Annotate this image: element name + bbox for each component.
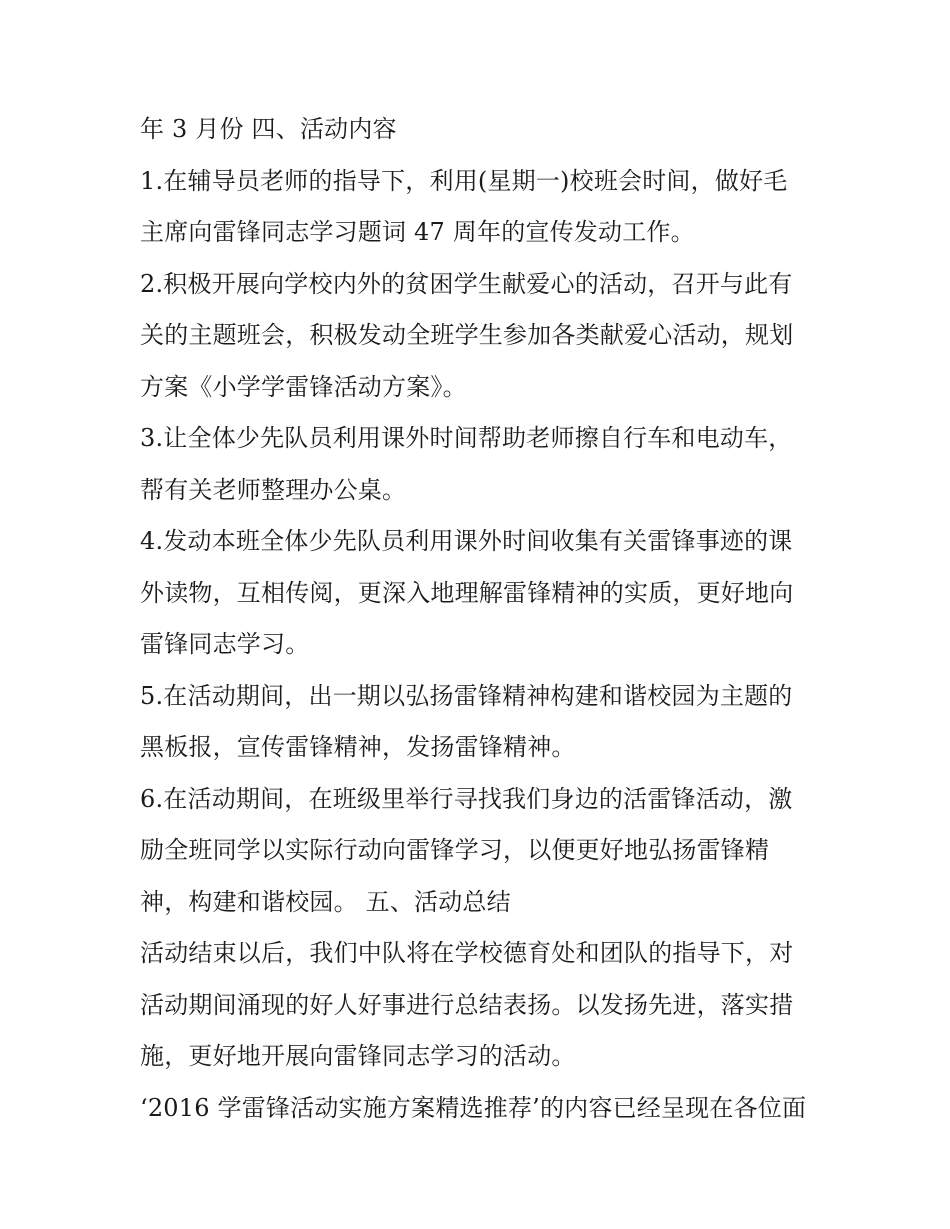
text-line: 4.发动本班全体少先队员利用课外时间收集有关雷锋事迹的课 — [140, 527, 793, 555]
text-line: ‘2016 学雷锋活动实施方案精选推荐’的内容已经呈现在各位面 — [140, 1093, 807, 1122]
text-line: 励全班同学以实际行动向雷锋学习，以便更好地弘扬雷锋精 — [140, 836, 770, 864]
text-line: 活动结束以后，我们中队将在学校德育处和团队的指导下，对 — [140, 939, 794, 967]
text-line: 3.让全体少先队员利用课外时间帮助老师擦自行车和电动车， — [140, 424, 793, 452]
text-line: 施，更好地开展向雷锋同志学习的活动。 — [140, 1042, 576, 1070]
text-line: 活动期间涌现的好人好事进行总结表扬。以发扬先进，落实措 — [140, 990, 794, 1019]
text-line: 2.积极开展向学校内外的贫困学生献爱心的活动，召开与此有 — [140, 269, 793, 298]
text-line: 5.在活动期间，出一期以弘扬雷锋精神构建和谐校园为主题的 — [140, 681, 793, 710]
text-line: 雷锋同志学习。 — [140, 630, 310, 658]
text-line: 外读物，互相传阅，更深入地理解雷锋精神的实质，更好地向 — [140, 578, 794, 607]
text-line: 神，构建和谐校园。 五、活动总结 — [140, 887, 511, 916]
text-line: 帮有关老师整理办公桌。 — [140, 475, 407, 504]
text-line: 主席向雷锋同志学习题词 47 周年的宣传发动工作。 — [140, 218, 695, 246]
text-line: 方案《小学学雷锋活动方案》。 — [140, 372, 467, 401]
text-line: 黑板报，宣传雷锋精神，发扬雷锋精神。 — [140, 733, 576, 761]
document-body — [140, 104, 820, 1134]
text-line: 年 3 月份 四、活动内容 — [140, 115, 397, 143]
text-line: 关的主题班会，积极发动全班学生参加各类献爱心活动，规划 — [140, 321, 794, 349]
text-line: 1.在辅导员老师的指导下，利用(星期一)校班会时间，做好毛 — [140, 166, 788, 195]
text-line: 6.在活动期间，在班级里举行寻找我们身边的活雷锋活动，激 — [140, 784, 793, 813]
